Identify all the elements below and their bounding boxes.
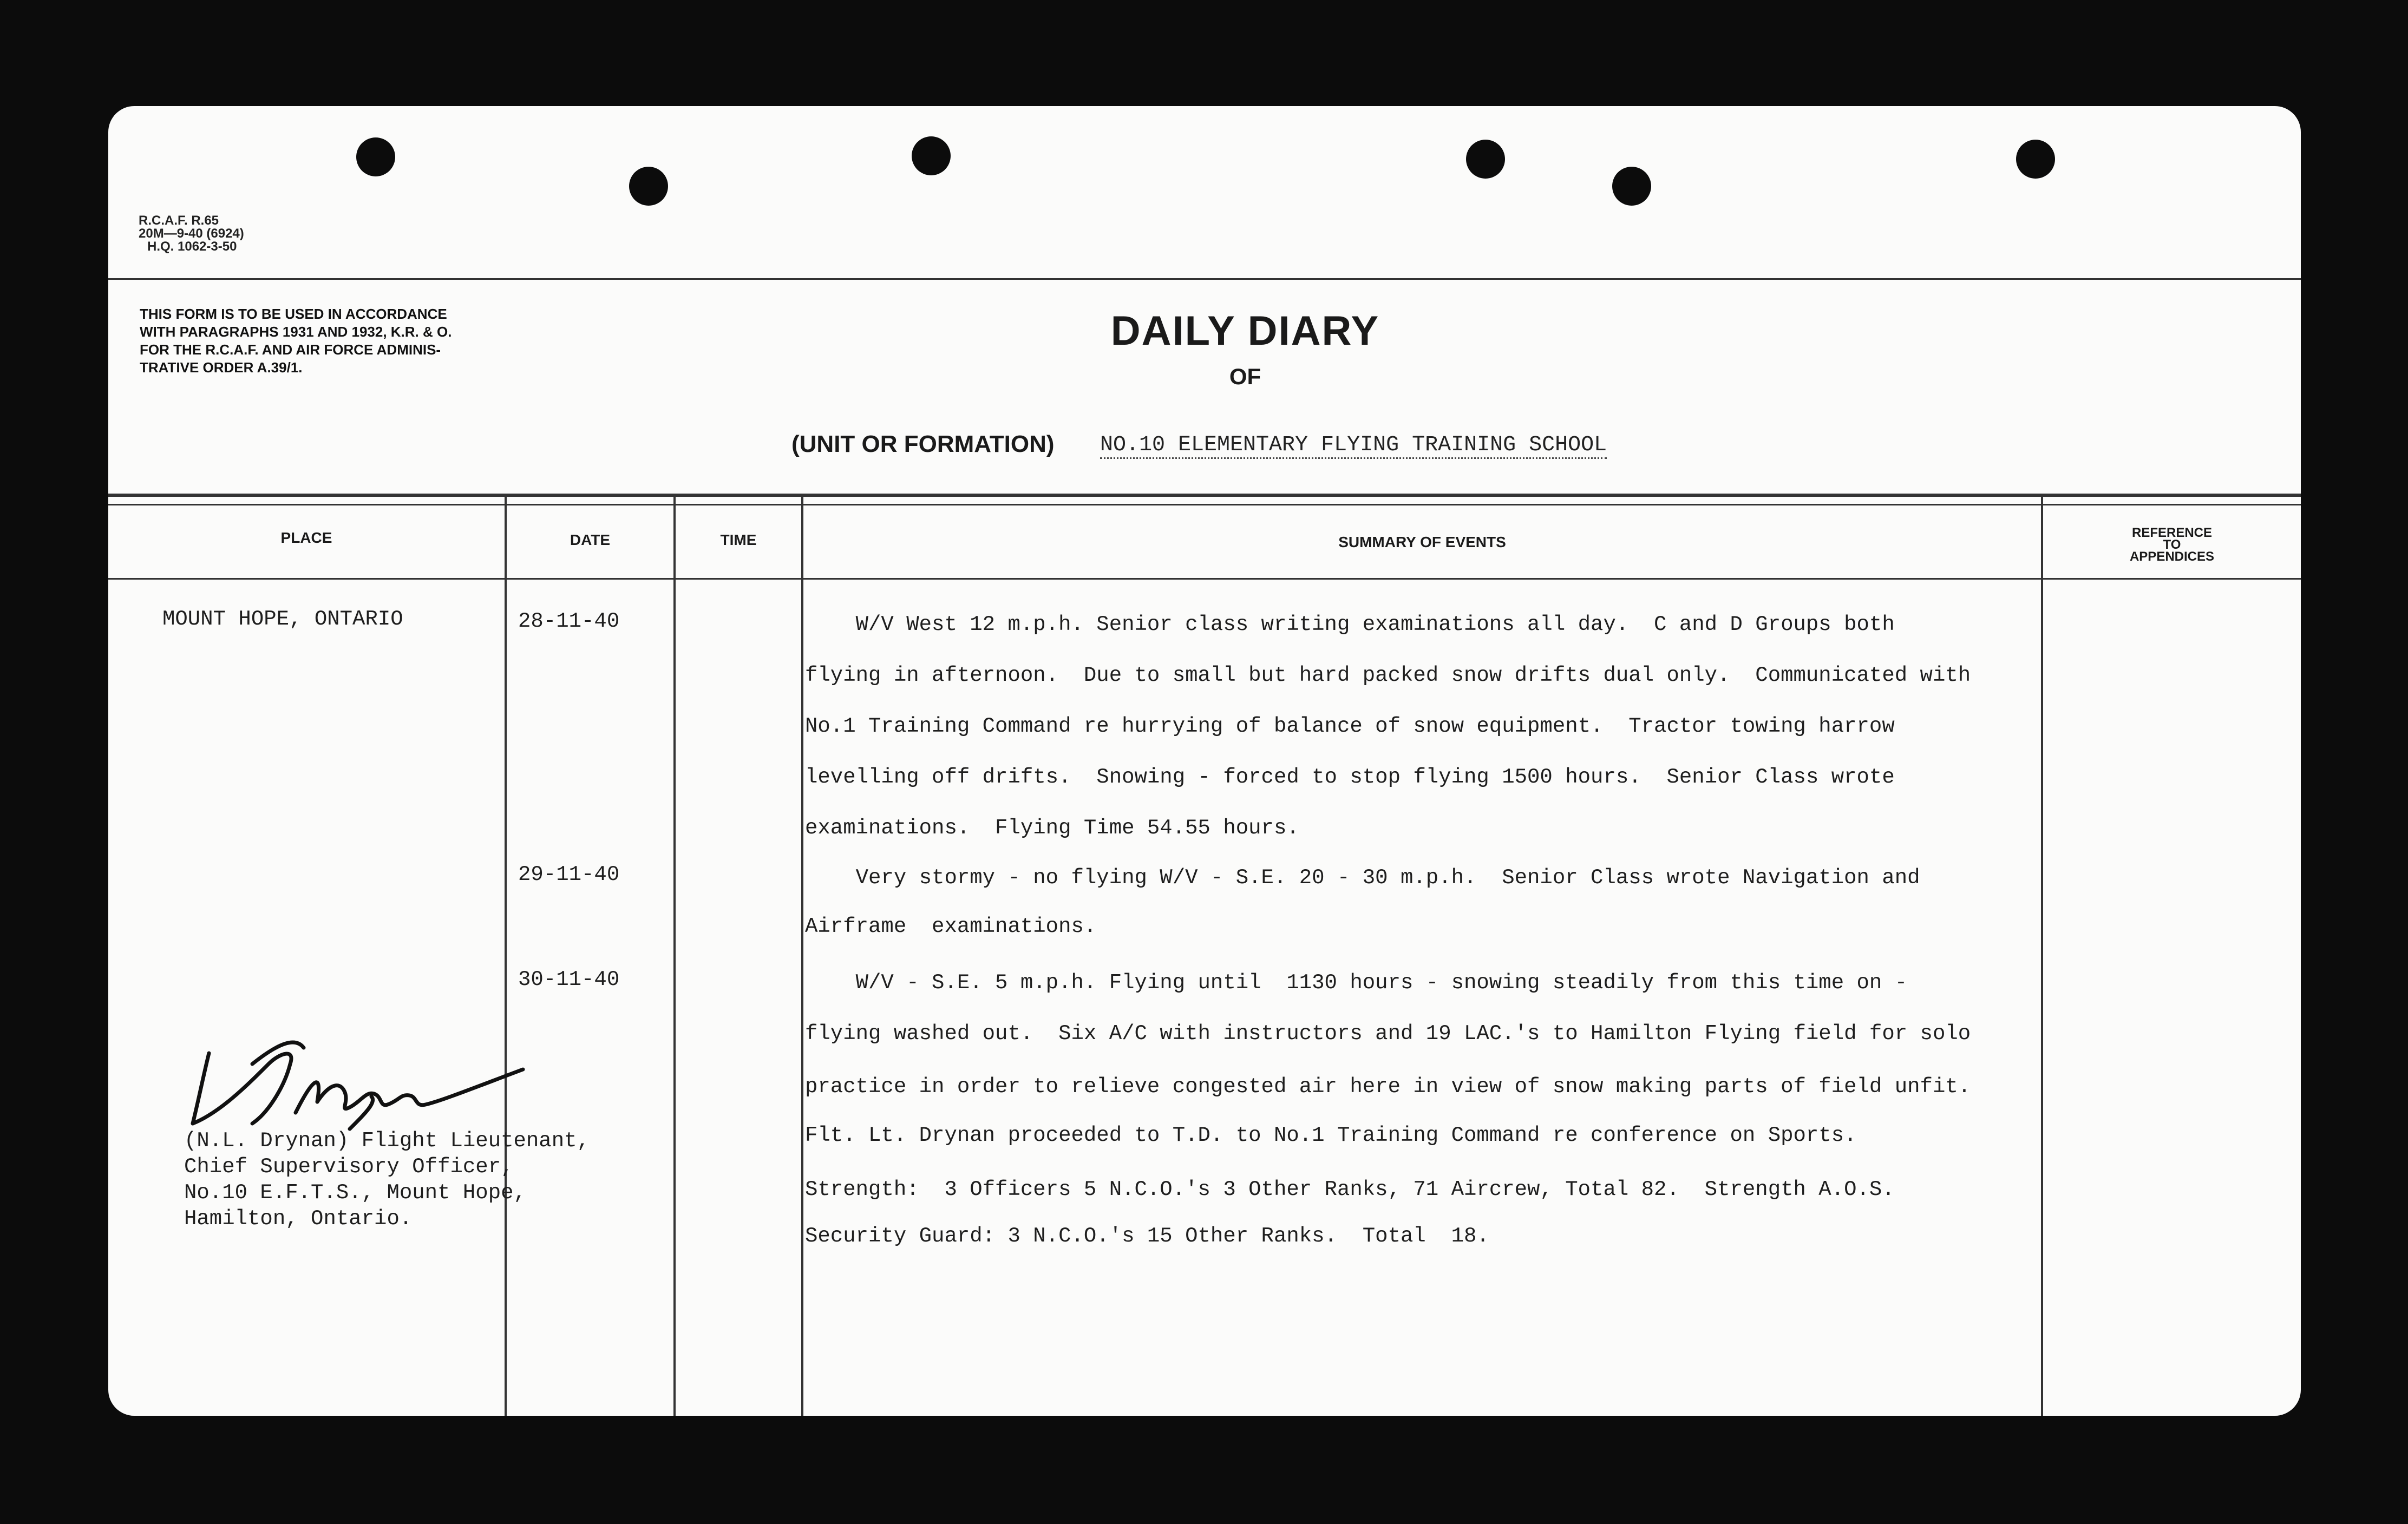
signer-line: (N.L. Drynan) Flight Lieutenant, xyxy=(184,1129,590,1153)
punch-hole xyxy=(1612,167,1651,206)
note-line: FOR THE R.C.A.F. AND AIR FORCE ADMINIS- xyxy=(140,341,441,358)
entry-date: 28-11-40 xyxy=(518,609,620,633)
signer-line: No.10 E.F.T.S., Mount Hope, xyxy=(184,1181,526,1205)
column-divider xyxy=(673,494,676,1416)
unit-label: (UNIT OR FORMATION) xyxy=(791,431,1055,457)
form-id-line: R.C.A.F. R.65 xyxy=(139,213,219,228)
summary-line: Security Guard: 3 N.C.O.'s 15 Other Ranks. Total 18. xyxy=(805,1224,1489,1248)
punch-hole xyxy=(1466,140,1505,179)
reference-line: APPENDICES xyxy=(2129,549,2215,564)
column-header-place: PLACE xyxy=(280,529,332,546)
title-of: OF xyxy=(1229,364,1261,389)
unit-value: NO.10 ELEMENTARY FLYING TRAINING SCHOOL xyxy=(1100,433,1607,459)
punch-hole xyxy=(2016,140,2055,179)
punch-hole xyxy=(629,167,668,206)
punch-hole xyxy=(912,136,951,175)
summary-line: Airframe examinations. xyxy=(805,915,1097,938)
diary-form-card xyxy=(108,106,2301,1416)
signer-block xyxy=(184,1128,590,1232)
summary-line: Very stormy - no flying W/V - S.E. 20 - 30 m.p.h. Senior Class wrote Navigation and xyxy=(805,866,1920,890)
summary-line: No.1 Training Command re hurrying of balance of snow equipment. Tractor towing harrow xyxy=(805,714,1895,738)
column-header-time: TIME xyxy=(720,531,757,548)
table-top-rule-2 xyxy=(108,504,2301,505)
summary-line: flying washed out. Six A/C with instructors and 19 LAC.'s to Hamilton Flying field for solo xyxy=(805,1022,1971,1046)
form-identifier xyxy=(139,214,244,253)
handwritten-signature xyxy=(187,1032,534,1140)
column-header-date: DATE xyxy=(570,531,611,548)
column-header-summary: SUMMARY OF EVENTS xyxy=(1338,534,1506,550)
summary-line: levelling off drifts. Snowing - forced to stop flying 1500 hours. Senior Class wrote xyxy=(805,765,1895,789)
summary-line: Strength: 3 Officers 5 N.C.O.'s 3 Other Ranks, 71 Aircrew, Total 82. Strength A.O.S. xyxy=(805,1178,1895,1201)
column-divider xyxy=(801,494,803,1416)
signer-line: Hamilton, Ontario. xyxy=(184,1207,413,1231)
page-title: DAILY DIARY xyxy=(1110,308,1380,354)
note-line: TRATIVE ORDER A.39/1. xyxy=(140,359,303,376)
table-top-rule xyxy=(108,494,2301,497)
form-usage-note xyxy=(140,305,627,377)
header-rule xyxy=(108,278,2301,280)
punch-hole xyxy=(356,137,395,176)
column-header-rule xyxy=(108,578,2301,580)
form-id-line: H.Q. 1062-3-50 xyxy=(147,239,237,254)
note-line: THIS FORM IS TO BE USED IN ACCORDANCE xyxy=(140,306,447,322)
form-id-line: 20M—9-40 (6924) xyxy=(139,226,244,241)
entry-date: 29-11-40 xyxy=(518,863,620,886)
summary-line: practice in order to relieve congested air here in view of snow making parts of field unfit. xyxy=(805,1075,1971,1099)
reference-line: TO xyxy=(2163,537,2181,552)
note-line: WITH PARAGRAPHS 1931 AND 1932, K.R. & O. xyxy=(140,324,452,340)
summary-line: flying in afternoon. Due to small but hard packed snow drifts dual only. Communicated with xyxy=(805,664,1971,687)
entry-place: MOUNT HOPE, ONTARIO xyxy=(162,607,403,631)
column-header-reference xyxy=(2043,527,2301,563)
summary-line: W/V West 12 m.p.h. Senior class writing examinations all day. C and D Groups both xyxy=(805,613,1895,636)
summary-line: W/V - S.E. 5 m.p.h. Flying until 1130 hours - snowing steadily from this time on - xyxy=(805,971,1908,995)
column-divider xyxy=(2041,494,2043,1416)
summary-line: Flt. Lt. Drynan proceeded to T.D. to No.1 Training Command re conference on Sports. xyxy=(805,1124,1857,1147)
column-divider xyxy=(505,494,507,1416)
entry-date: 30-11-40 xyxy=(518,968,620,991)
signer-line: Chief Supervisory Officer, xyxy=(184,1155,514,1179)
summary-line: examinations. Flying Time 54.55 hours. xyxy=(805,816,1299,840)
reference-line: REFERENCE xyxy=(2131,525,2213,540)
